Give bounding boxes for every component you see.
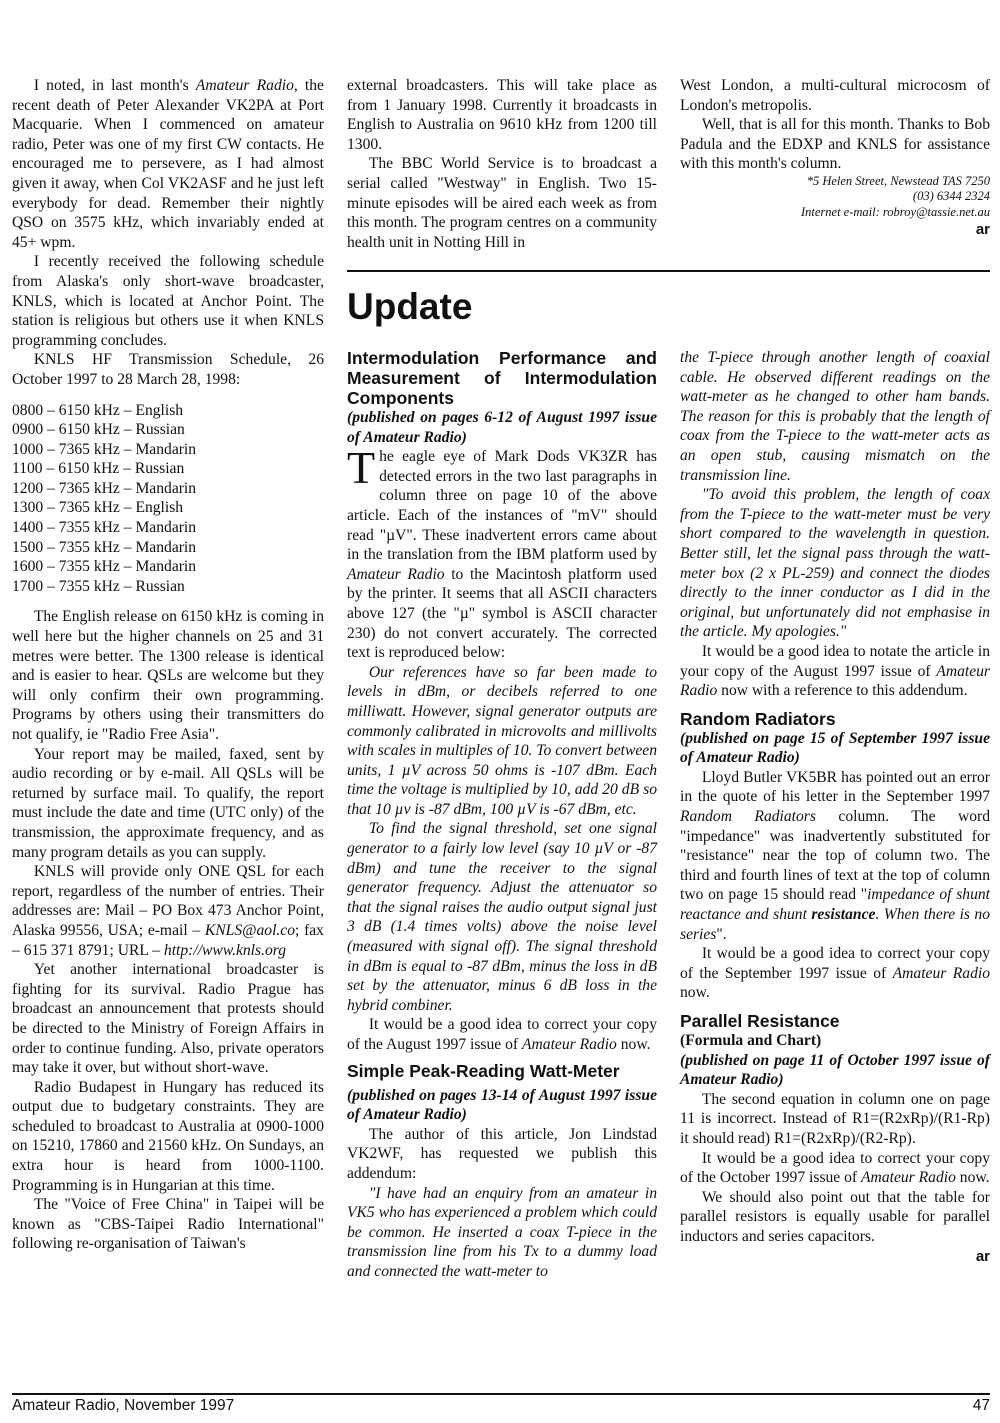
magazine-title: Amateur Radio: [522, 1036, 617, 1053]
text: KNLS will provide only ONE QSL for each report, regardless of the number of entries. Their addresses are: Mail – PO Box 473 Anchor Point, Alaska 99556, USA; e-mail –: [12, 863, 324, 939]
article-heading: Random Radiators: [680, 708, 836, 729]
article-subheading: (published on pages 6-12 of August 1997 issue of Amateur Radio): [347, 409, 657, 446]
paragraph: [12, 76, 324, 252]
column-two-top: [347, 76, 657, 252]
paragraph: [680, 642, 990, 701]
quoted-paragraph: Our references have so far been made to levels in dBm, or decibels referred to one milliwatt. However, signal generator outputs are commonly calibrated in microvolts and millivolts with scales in multiples of 10. To convert between units, 1 µV across 50 ohms is -107 dBm. Each time the voltage is multiplied by 10, add 20 dB so that 10 µv is -87 dBm, 100 µV is -67 dBm, etc.: [347, 663, 657, 818]
paragraph: [347, 1015, 657, 1054]
text: ".: [716, 925, 727, 943]
text: impedance of shunt reactance and shunt: [680, 886, 990, 924]
schedule-item: 1100 – 6150 kHz – Russian: [12, 460, 185, 478]
paragraph: Your report may be mailed, faxed, sent by audio recording or by e-mail. All QSLs will be returned by surface mail. To qualify, the report must include the date and time (UTC only) of the transmission, the approximate frequency, and as many program details as you can supply.: [12, 745, 324, 861]
paragraph: [680, 768, 990, 944]
text: ; fax – 615 371 8791; URL –: [12, 921, 324, 959]
article-heading: Parallel Resistance: [680, 1011, 840, 1031]
schedule-item: 1000 – 7365 kHz – Mandarin: [12, 440, 197, 458]
text: It would be a good idea to notate the article in your copy of the August 1997 issue of: [680, 642, 990, 680]
knls-schedule-list: [12, 401, 324, 597]
author-phone: (03) 6344 2324: [912, 189, 990, 204]
section-divider: [347, 270, 990, 272]
text: . When there is no series: [680, 906, 990, 943]
paragraph: Radio Budapest in Hungary has reduced its output due to budgetary constraints. They are scheduled to broadcast to Australia at 0900-1000 on 15210, 17860 and 21560 kHz. On Sundays, an extra hour is heard from 1000-1100. Programming is in Hungarian at this time.: [12, 1078, 324, 1194]
update-column-one: [347, 348, 657, 1282]
column-title: Random Radiators: [680, 808, 816, 826]
text: now.: [955, 1169, 990, 1187]
text: It would be a good idea to correct your copy of the September 1997 issue of: [680, 945, 990, 982]
section-title: Update: [347, 286, 473, 327]
paragraph: The author of this article, Jon Lindstad VK2WF, has requested we publish this addendum:: [347, 1125, 657, 1182]
schedule-item: 1500 – 7355 kHz – Mandarin: [12, 538, 197, 556]
quoted-paragraph: "To avoid this problem, the length of coax from the T-piece to the watt-meter must be very short compared to the wavelength in question. Better still, let the signal pass through the watt-meter box (2 x PL-259) and connect the diodes directly to the inner conductor as I did in the original, but unfortunately did not emphasise in the article. My apologies.": [680, 486, 990, 641]
footer-publication: Amateur Radio, November 1997: [12, 1397, 235, 1414]
paragraph: The second equation in column one on page 11 is incorrect. Instead of R1=(R2xRp)/(R1-Rp) it should read) R1=(R2xRp)/(R2-Rp).: [680, 1090, 990, 1147]
paragraph: [680, 944, 990, 1003]
url-link[interactable]: http://www.knls.org: [163, 941, 287, 959]
schedule-item: 1400 – 7355 kHz – Mandarin: [12, 519, 197, 537]
text: now.: [616, 1036, 651, 1053]
page-number: 47: [972, 1397, 990, 1414]
article-subheading: (published on page 15 of September 1997 issue of Amateur Radio): [680, 729, 990, 767]
paragraph: Yet another international broadcaster is fighting for its survival. Radio Prague has broadcast an announcement that protests should be directed to the Ministry of Foreign Affairs in order to continue funding. Also, private operators may take it over, but without short-wave.: [12, 961, 324, 1077]
text: column. The word "impedance" was inadvertently substituted for "resistance" near the top of column two. The third and fourth lines of text at the top of column two on page 15 should read ": [680, 808, 990, 904]
author-address: *5 Helen Street, Newstead TAS 7250: [806, 173, 990, 188]
text: It would be a good idea to correct your copy of the October 1997 issue of: [680, 1149, 990, 1187]
text: he eagle eye of Mark Dods VK3ZR has detected errors in the two last paragraphs in column three on page 10 of the above article. Each of the instances of "mV" should read "µV". These inadvertent errors came about in the translation from the IBM platform used by: [347, 448, 657, 564]
schedule-item: 1600 – 7355 kHz – Mandarin: [12, 558, 197, 576]
paragraph: I recently received the following schedule from Alaska's only short-wave broadcaster, KNLS, which is located at Anchor Point. The station is religious but others use it when KNLS programming concludes.: [12, 253, 324, 349]
author-email: Internet e-mail: robroy@tassie.net.au: [800, 204, 990, 219]
paragraph: KNLS HF Transmission Schedule, 26 October 1997 to 28 March 28, 1998:: [12, 351, 324, 388]
paragraph: The English release on 6150 kHz is coming in well here but the higher channels on 25 and 31 metres were better. The 1300 release is identical and is easier to hear. QSLs are welcome but they will only confirm their own programming. Programs by others using their transmitters do not qualify, ie "Radio Free Asia".: [12, 608, 324, 743]
schedule-item: 1200 – 7365 kHz – Mandarin: [12, 479, 197, 497]
page-footer: [12, 1393, 990, 1414]
article-heading: Simple Peak-Reading Watt-Meter: [347, 1060, 620, 1081]
update-column-two: [680, 348, 990, 1266]
text: It would be a good idea to correct your copy of the August 1997 issue of: [347, 1016, 657, 1053]
quoted-paragraph: the T-piece through another length of coaxial cable. He observed different readings on the watt-meter as he changed to other ham bands. The reason for this is probably that the length of coax from the T-piece to the watt-meter acts as an open stub, causing mismatch on the transmission line.: [680, 349, 990, 484]
drop-cap: T: [347, 442, 376, 494]
column-three-top: [680, 76, 990, 240]
end-mark: ar: [975, 221, 990, 239]
schedule-item: 0800 – 6150 kHz – English: [12, 401, 184, 419]
paragraph: We should also point out that the table for parallel resistors is equally usable for parallel inductors and series capacitors.: [680, 1188, 990, 1245]
schedule-item: 1700 – 7355 kHz – Russian: [12, 577, 185, 595]
article-subheading: (published on page 11 of October 1997 issue of Amateur Radio): [680, 1051, 990, 1089]
schedule-item: 0900 – 6150 kHz – Russian: [12, 421, 185, 439]
column-one: [12, 76, 324, 1254]
text: resistance: [811, 906, 876, 924]
magazine-title: Amateur Radio: [195, 77, 294, 94]
paragraph: The BBC World Service is to broadcast a serial called "Westway" in English. Two 15-minute episodes will be aired each week as from this month. The program centres on a community health unit in Notting Hill in: [347, 155, 657, 251]
schedule-item: 1300 – 7365 kHz – English: [12, 499, 184, 517]
magazine-title: Amateur Radio: [861, 1169, 956, 1187]
article-subheading: (Formula and Chart): [680, 1032, 822, 1049]
article-subheading: (published on pages 13-14 of August 1997 issue of Amateur Radio): [347, 1086, 657, 1124]
email-link[interactable]: KNLS@aol.co: [204, 921, 296, 939]
paragraph: external broadcasters. This will take place as from 1 January 1998. Currently it broadcasts in English to Australia on 9610 kHz from 1200 till 1300.: [347, 77, 657, 153]
paragraph: West London, a multi-cultural microcosm of London's metropolis.: [680, 77, 990, 114]
text: to the Macintosh platform used by the printer. It seems that all ASCII characters above 127 (the "µ" symbol is ASCII character 230) do not convert accurately. The corrected text is reproduced below:: [347, 565, 657, 662]
paragraph: The "Voice of Free China" in Taipei will be known as "CBS-Taipei Radio International" following re-organisation of Taiwan's: [12, 1196, 324, 1253]
paragraph: [12, 862, 324, 960]
text: now with a reference to this addendum.: [717, 682, 968, 700]
paragraph: [347, 442, 657, 663]
text: I noted, in last month's: [33, 77, 196, 94]
magazine-title: Amateur Radio: [892, 964, 990, 982]
magazine-title: Amateur Radio: [347, 565, 445, 583]
text: now.: [680, 984, 710, 1002]
quoted-paragraph: To find the signal threshold, set one signal generator to a fairly low level (say 10 µV or -87 dBm) and tune the receiver to the signal generator frequency. Adjust the attenuator so that the signal raises the audio output signal just 3 dB (1.4 times volts) above the noise level (measured with signal off). The signal threshold in dBm is equal to -87 dBm, minus the loss in dB set by the attenuator, minus 6 dB loss in the hybrid combiner.: [347, 820, 657, 1014]
text: Lloyd Butler VK5BR has pointed out an error in the quote of his letter in the September 1997: [680, 768, 990, 806]
quoted-paragraph: "I have had an enquiry from an amateur in VK5 who has experienced a problem which could be common. He inserted a coax T-piece in the transmission line from his Tx to a dummy load and connected the watt-meter to: [347, 1184, 657, 1280]
end-mark: ar: [975, 1247, 990, 1265]
paragraph: [680, 1149, 990, 1188]
paragraph: Well, that is all for this month. Thanks to Bob Padula and the EDXP and KNLS for assistance with this month's column.: [680, 116, 990, 173]
magazine-title: Amateur Radio: [680, 662, 990, 700]
article-heading: Intermodulation Performance and Measurement of Intermodulation Components: [347, 348, 657, 408]
text: , the recent death of Peter Alexander VK2PA at Port Macquarie. When I commenced on amateur radio, Peter was one of my first CW contacts. He encouraged me to persevere, as I had almost given it away, when Col VK2ASF and he just left everybody for dead. Remember their nightly QSO on 3575 kHz, which invariably ended at 45+ wpm.: [12, 77, 324, 251]
